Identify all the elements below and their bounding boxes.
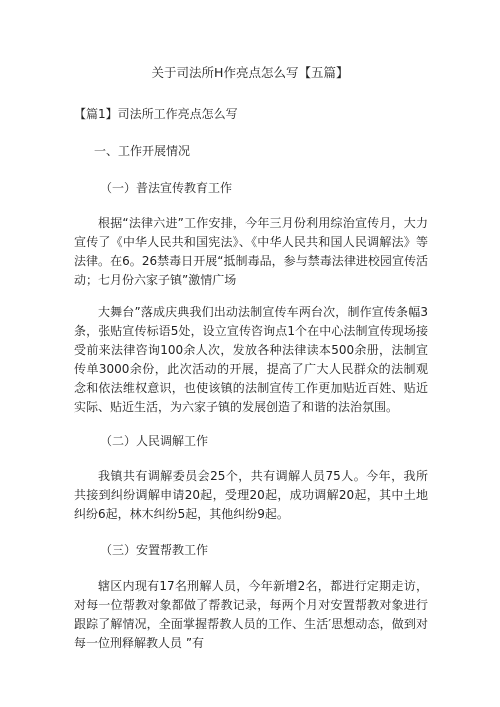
paragraph-resettlement: 辖区内现有17名刑解人员，今年新增2名，都进行定期走访，对每一位帮教对象都做了帮教记录，每两个月对安置帮教对象进行跟踪了解情况，全面掌握帮教人员的工作、生活′思想动态，做到对每一位刑释解教人员 ”有 (74, 579, 428, 650)
heading-legal-education: （一）普法宣传教育工作 (100, 181, 233, 195)
heading-resettlement: （三）安置帮教工作 (100, 543, 209, 557)
section-heading: 【篇1】司法所工作亮点怎么写 (74, 107, 238, 121)
paragraph-mediation: 我镇共有调解委员会25个，共有调解人员75人。今年，我所共接到纠纷调解申请20起，受理20起，成功调解20起，其中土地纠纷6起，林木纠纷5起，其他纠纷9起。 (74, 469, 428, 521)
document-title: 关于司法所H作亮点怎么写【五篇】 (151, 65, 349, 80)
heading-mediation: （二）人民调解工作 (100, 434, 209, 448)
paragraph-legal-campaign: 大舞台”落成庆典我们出动法制宣传车两台次，制作宣传条幅3条，张贴宣传标语5处，设立宣传咨询点1个在中心法制宣传现场接受前来法律咨询100余人次，发放各种法律读本500余册，法制宣传单3000余份，此次活动的开展，提高了广大人民群众的法制观念和依法维权意识，也使该镇的法制宣传工作更加贴近百姓、贴近实际、贴近生活，为六家子镇的发展创造了和谐的法治氛围。 (74, 305, 428, 414)
heading-work-status: 一、工作开展情况 (94, 144, 191, 158)
paragraph-legal-education: 根据“法律六进”工作安排，今年三月份利用综治宣传月，大力宣传了《中华人民共和国宪法》、《中华人民共和国人民调解法》等法律。在6。26禁毒日开展“抵制毒品，参与禁毒法律进校园宣传活动；七月份六家子镇”激情广场 (74, 216, 428, 287)
